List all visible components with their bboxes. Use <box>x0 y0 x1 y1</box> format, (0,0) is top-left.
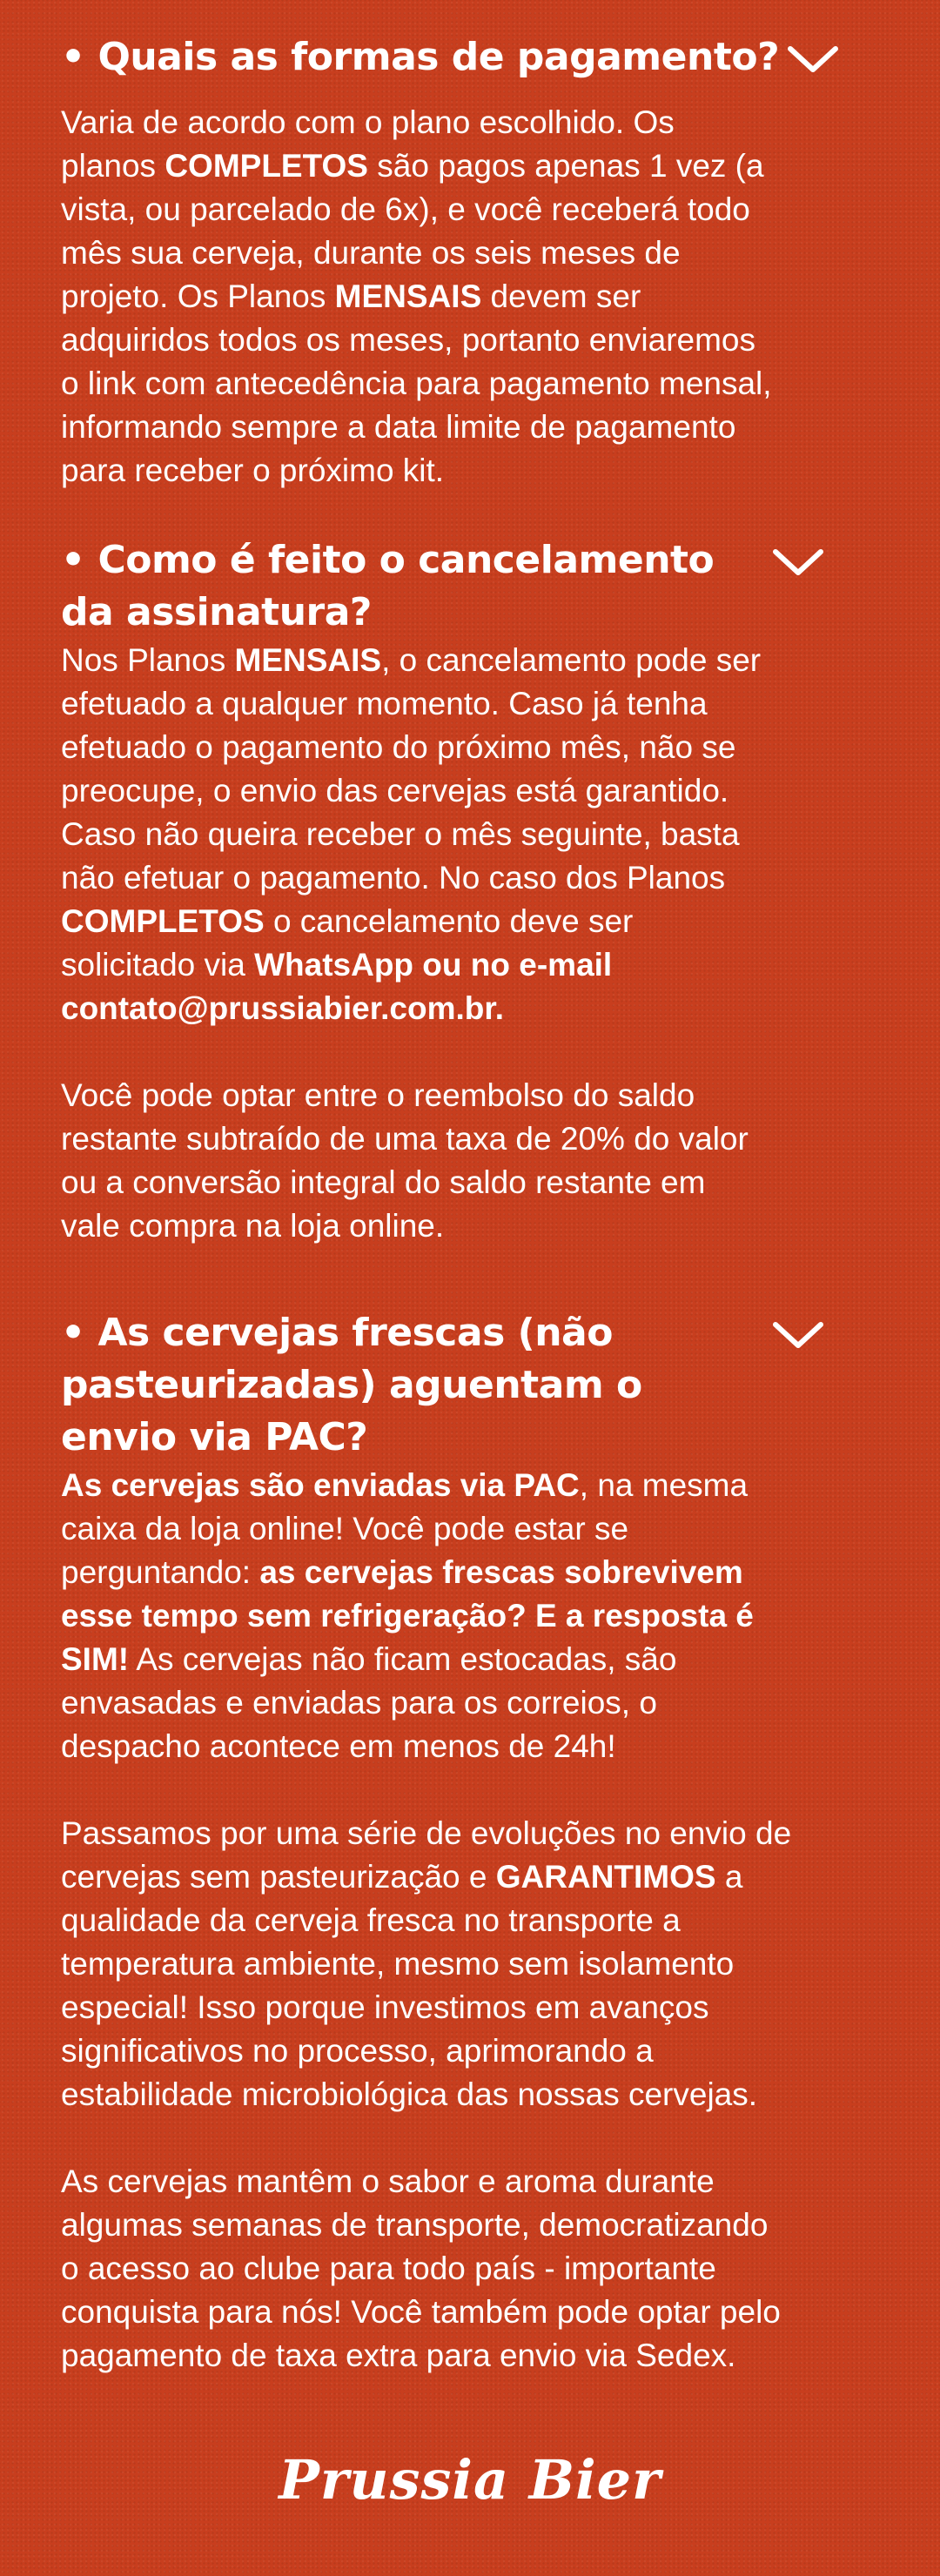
faq-answer-paragraph <box>61 639 844 1030</box>
answer-text: não efetuar o pagamento. No caso dos Planos <box>61 860 726 896</box>
answer-text: para receber o próximo kit. <box>61 453 445 488</box>
answer-line <box>61 682 844 726</box>
answer-text: estabilidade microbiológica das nossas cervejas. <box>61 2076 758 2112</box>
answer-line <box>61 769 844 813</box>
answer-text: efetuado o pagamento do próximo mês, não se <box>61 729 736 765</box>
faq-answer-paragraph <box>61 101 844 493</box>
answer-line <box>61 2291 844 2334</box>
answer-line <box>61 1464 844 1507</box>
answer-line <box>61 1725 844 1768</box>
answer-line <box>61 856 844 900</box>
chevron-down-icon[interactable] <box>785 31 841 84</box>
faq-answer <box>61 101 844 493</box>
answer-line <box>61 1117 844 1161</box>
answer-text: devem ser <box>481 278 641 314</box>
answer-emphasis: contato@prussiabier.com.br. <box>61 990 504 1026</box>
answer-emphasis: esse tempo sem refrigeração? E a resposta é <box>61 1598 754 1633</box>
answer-line <box>61 1551 844 1594</box>
answer-text: pagamento de taxa extra para envio via Sedex. <box>61 2338 736 2373</box>
answer-text: preocupe, o envio das cervejas está garantido. <box>61 773 729 808</box>
answer-line <box>61 943 844 987</box>
answer-text: envasadas e enviadas para os correios, o <box>61 1685 657 1721</box>
answer-emphasis: GARANTIMOS <box>495 1859 716 1895</box>
answer-text: significativos no processo, aprimorando a <box>61 2033 654 2069</box>
answer-text: vista, ou parcelado de 6x), e você receberá todo <box>61 191 750 227</box>
answer-text: Nos Planos <box>61 642 235 678</box>
answer-text: Varia de acordo com o plano escolhido. Os <box>61 104 675 140</box>
answer-text: qualidade da cerveja fresca no transporte a <box>61 1902 681 1938</box>
answer-line <box>61 726 844 769</box>
answer-line <box>61 639 844 682</box>
answer-text: vale compra na loja online. <box>61 1208 445 1244</box>
answer-line <box>61 1594 844 1638</box>
answer-line <box>61 1986 844 2029</box>
answer-text: perguntando: <box>61 1554 260 1590</box>
answer-line <box>61 1942 844 1986</box>
answer-emphasis: MENSAIS <box>234 642 382 678</box>
answer-text: ou a conversão integral do saldo restante em <box>61 1164 706 1200</box>
answer-line <box>61 813 844 856</box>
answer-line <box>61 101 844 144</box>
answer-text: efetuado a qualquer momento. Caso já tenha <box>61 686 708 721</box>
faq-question-header[interactable] <box>61 1307 844 1464</box>
faq-question-title[interactable]: • Como é feito o cancelamento da assinatura? <box>61 538 715 634</box>
brand-logo: Prussia Bier <box>279 2448 661 2512</box>
answer-text: o link com antecedência para pagamento mensal, <box>61 366 772 401</box>
answer-line <box>61 1855 844 1899</box>
answer-line <box>61 319 844 362</box>
faq-answer <box>61 1464 844 2378</box>
faq-fresh-beer-shipping <box>61 1307 844 2378</box>
answer-line <box>61 144 844 188</box>
answer-text: solicitado via <box>61 947 255 983</box>
answer-line <box>61 1507 844 1551</box>
answer-line <box>61 1899 844 1942</box>
answer-line <box>61 1638 844 1681</box>
answer-text: Você pode optar entre o reembolso do saldo <box>61 1077 695 1113</box>
faq-payment-methods <box>61 31 844 493</box>
answer-line <box>61 406 844 449</box>
answer-text: adquiridos todos os meses, portanto enviaremos <box>61 322 755 358</box>
faq-answer-paragraph <box>61 1812 844 2116</box>
answer-text: o cancelamento deve ser <box>264 903 634 939</box>
answer-line <box>61 2204 844 2247</box>
answer-line <box>61 1812 844 1855</box>
faq-question-header[interactable] <box>61 31 844 84</box>
faq-answer-paragraph <box>61 1074 844 1248</box>
answer-text: planos <box>61 148 165 184</box>
answer-text: , na mesma <box>579 1467 749 1503</box>
answer-text: projeto. Os Planos <box>61 278 335 314</box>
answer-line <box>61 2160 844 2204</box>
answer-line <box>61 2247 844 2291</box>
answer-line <box>61 231 844 275</box>
answer-line <box>61 362 844 406</box>
chevron-down-icon[interactable] <box>770 534 826 587</box>
answer-line <box>61 900 844 943</box>
answer-line <box>61 275 844 319</box>
faq-question-title[interactable]: • As cervejas frescas (não pasteurizadas) aguentam o envio via PAC? <box>61 1311 642 1459</box>
faq-answer-paragraph <box>61 1464 844 1768</box>
answer-text: são pagos apenas 1 vez (a <box>367 148 764 184</box>
answer-emphasis: WhatsApp ou no e-mail <box>254 947 613 983</box>
answer-line <box>61 2334 844 2378</box>
answer-text: informando sempre a data limite de pagamento <box>61 409 736 445</box>
faq-cancellation <box>61 534 844 1248</box>
answer-text: temperatura ambiente, mesmo sem isolamento <box>61 1946 735 1982</box>
answer-line <box>61 2073 844 2116</box>
answer-text: o acesso ao clube para todo país - importante <box>61 2251 716 2286</box>
answer-text: , o cancelamento pode ser <box>381 642 762 678</box>
answer-emphasis: As cervejas são enviadas via PAC <box>61 1467 580 1503</box>
faq-question-header[interactable] <box>61 534 844 639</box>
answer-emphasis: COMPLETOS <box>61 903 265 939</box>
answer-text: cervejas sem pasteurização e <box>61 1859 496 1895</box>
answer-text: restante subtraído de uma taxa de 20% do valor <box>61 1121 749 1157</box>
answer-text: algumas semanas de transporte, democratizando <box>61 2207 769 2243</box>
faq-question-title[interactable]: • Quais as formas de pagamento? <box>61 35 780 79</box>
answer-text: Caso não queira receber o mês seguinte, basta <box>61 816 740 852</box>
answer-emphasis: as cervejas frescas sobrevivem <box>259 1554 743 1590</box>
answer-text: As cervejas não ficam estocadas, são <box>129 1641 677 1677</box>
answer-line <box>61 1204 844 1248</box>
answer-line <box>61 188 844 231</box>
answer-text: caixa da loja online! Você pode estar se <box>61 1511 629 1546</box>
chevron-down-icon[interactable] <box>770 1307 826 1359</box>
answer-line <box>61 987 844 1030</box>
answer-text: As cervejas mantêm o sabor e aroma durante <box>61 2163 715 2199</box>
answer-emphasis: SIM! <box>61 1641 130 1677</box>
answer-line <box>61 1074 844 1117</box>
answer-text: conquista para nós! Você também pode optar pelo <box>61 2294 781 2330</box>
answer-text: a <box>715 1859 743 1895</box>
answer-text: despacho acontece em menos de 24h! <box>61 1728 616 1764</box>
answer-line <box>61 2029 844 2073</box>
answer-emphasis: COMPLETOS <box>164 148 368 184</box>
answer-line <box>61 1161 844 1204</box>
answer-text: Passamos por uma série de evoluções no envio de <box>61 1815 792 1851</box>
answer-line <box>61 449 844 493</box>
answer-line <box>61 1681 844 1725</box>
faq-answer <box>61 639 844 1248</box>
answer-text: especial! Isso porque investimos em avanços <box>61 1989 709 2025</box>
faq-answer-paragraph <box>61 2160 844 2378</box>
answer-emphasis: MENSAIS <box>334 278 482 314</box>
answer-text: mês sua cerveja, durante os seis meses de <box>61 235 681 271</box>
